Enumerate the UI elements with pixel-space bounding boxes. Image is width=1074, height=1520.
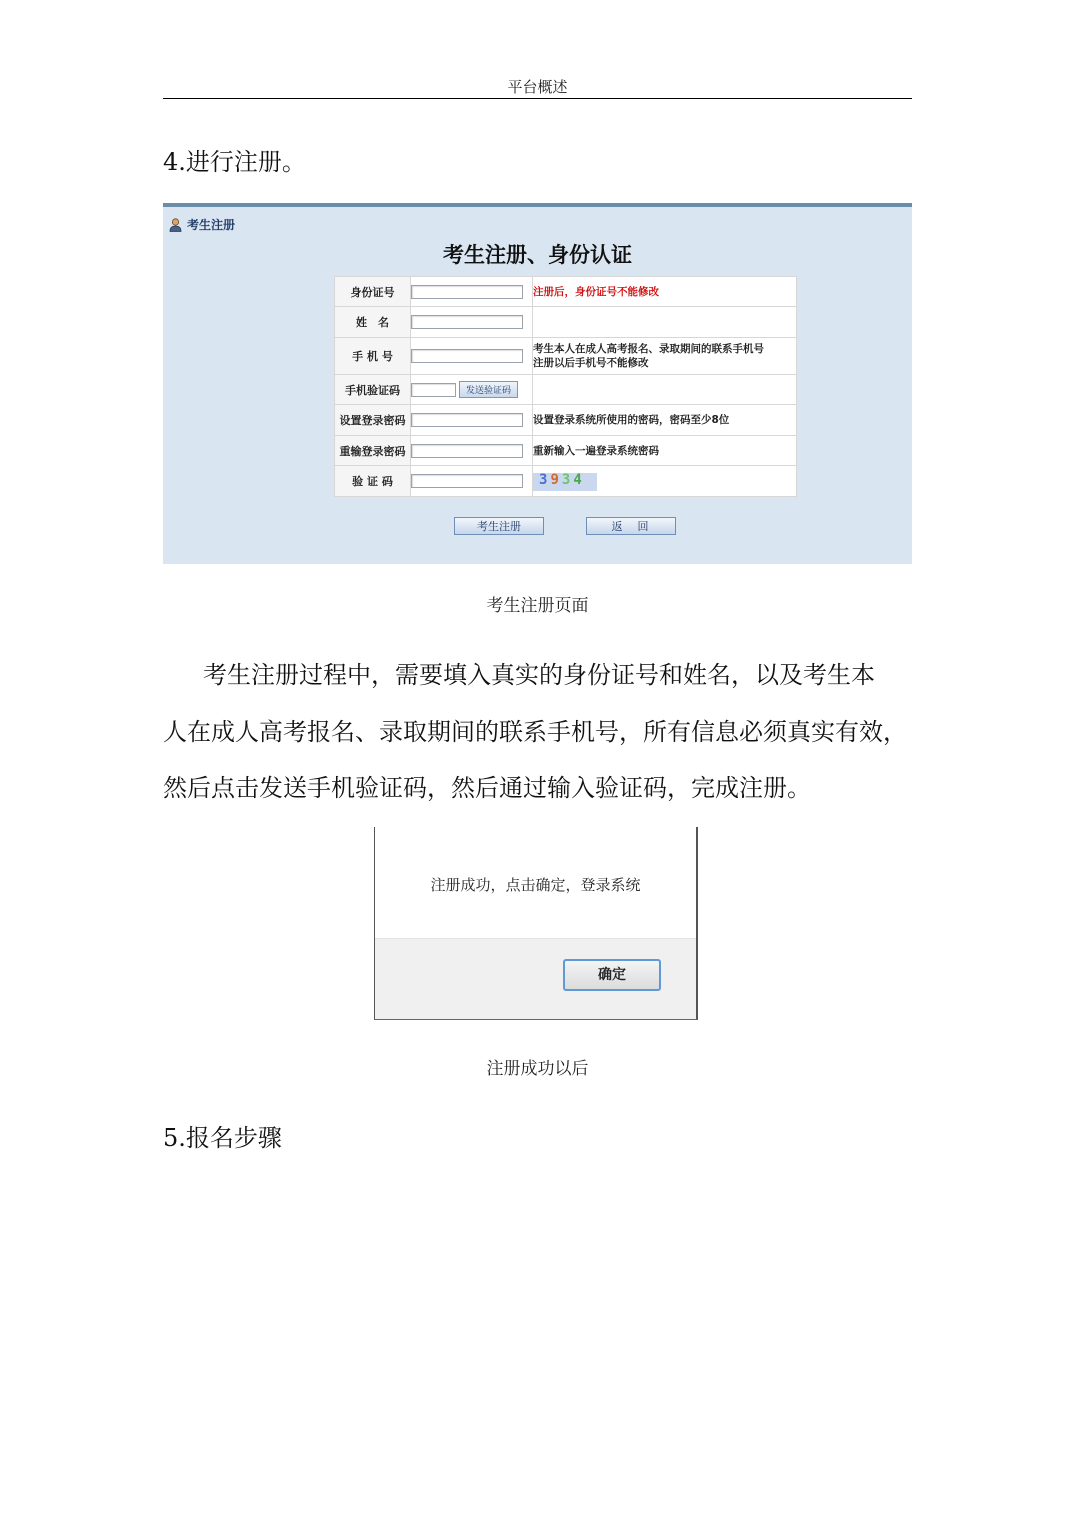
name-note <box>533 307 797 338</box>
confirm-password-note: 重新输入一遍登录系统密码 <box>533 436 797 466</box>
form-heading: 考生注册、身份认证 <box>443 243 632 267</box>
section-4-heading: 4.进行注册。 <box>163 148 306 176</box>
captcha-char: 4 <box>573 471 585 488</box>
captcha-image[interactable] <box>533 473 597 491</box>
success-dialog <box>374 827 698 1020</box>
row-name <box>335 307 797 338</box>
section-5-heading: 5.报名步骤 <box>163 1124 282 1152</box>
panel-title-label: 考生注册 <box>187 218 236 232</box>
field-label: 验 证 码 <box>335 466 411 497</box>
register-button[interactable]: 考生注册 <box>454 517 544 535</box>
row-sms-code <box>335 375 797 405</box>
row-confirm-password <box>335 436 797 466</box>
field-label: 设置登录密码 <box>335 405 411 436</box>
back-button[interactable]: 返 回 <box>586 517 676 535</box>
captcha-char: 3 <box>561 471 574 488</box>
name-input[interactable] <box>411 315 523 329</box>
page-header-title: 平台概述 <box>507 78 568 96</box>
phone-note-line2: 注册以后手机号不能修改 <box>533 357 649 369</box>
row-phone <box>335 338 797 375</box>
ok-button[interactable]: 确定 <box>563 959 661 991</box>
row-captcha <box>335 466 797 497</box>
user-icon <box>169 218 182 232</box>
captcha-char: 3 <box>539 471 551 488</box>
send-sms-code-button[interactable]: 发送验证码 <box>459 381 518 398</box>
captcha-input[interactable] <box>411 474 523 488</box>
phone-input[interactable] <box>411 349 523 363</box>
row-password <box>335 405 797 436</box>
id-number-note: 注册后，身份证号不能修改 <box>533 277 797 307</box>
panel-title <box>169 216 235 233</box>
field-label: 姓 名 <box>335 307 411 338</box>
body-paragraph <box>163 647 912 817</box>
password-note: 设置登录系统所使用的密码，密码至少8位 <box>533 405 797 436</box>
id-number-input[interactable] <box>411 285 523 299</box>
phone-note-line1: 考生本人在成人高考报名、录取期间的联系手机号 <box>533 343 764 355</box>
registration-form <box>334 276 797 497</box>
dialog-footer <box>375 938 696 1019</box>
password-input[interactable] <box>411 413 523 427</box>
dialog-message: 注册成功，点击确定，登录系统 <box>430 876 641 894</box>
field-label: 身份证号 <box>335 277 411 307</box>
paragraph-line: 人在成人高考报名、录取期间的联系手机号，所有信息必须真实有效， <box>163 717 907 746</box>
field-label: 手 机 号 <box>335 338 411 375</box>
sms-code-input[interactable] <box>411 383 456 397</box>
paragraph-line: 考生注册过程中，需要填入真实的身份证号和姓名，以及考生本 <box>203 661 875 689</box>
phone-note <box>533 338 797 375</box>
paragraph-line: 然后点击发送手机验证码，然后通过输入验证码，完成注册。 <box>163 774 811 802</box>
header-divider <box>163 98 912 99</box>
captcha-char: 9 <box>550 471 562 488</box>
registration-screenshot <box>163 203 912 564</box>
figure-caption: 考生注册页面 <box>486 596 589 616</box>
field-label: 手机验证码 <box>335 375 411 405</box>
field-label: 重输登录密码 <box>335 436 411 466</box>
row-id-number <box>335 277 797 307</box>
confirm-password-input[interactable] <box>411 444 523 458</box>
figure-caption: 注册成功以后 <box>486 1059 589 1079</box>
